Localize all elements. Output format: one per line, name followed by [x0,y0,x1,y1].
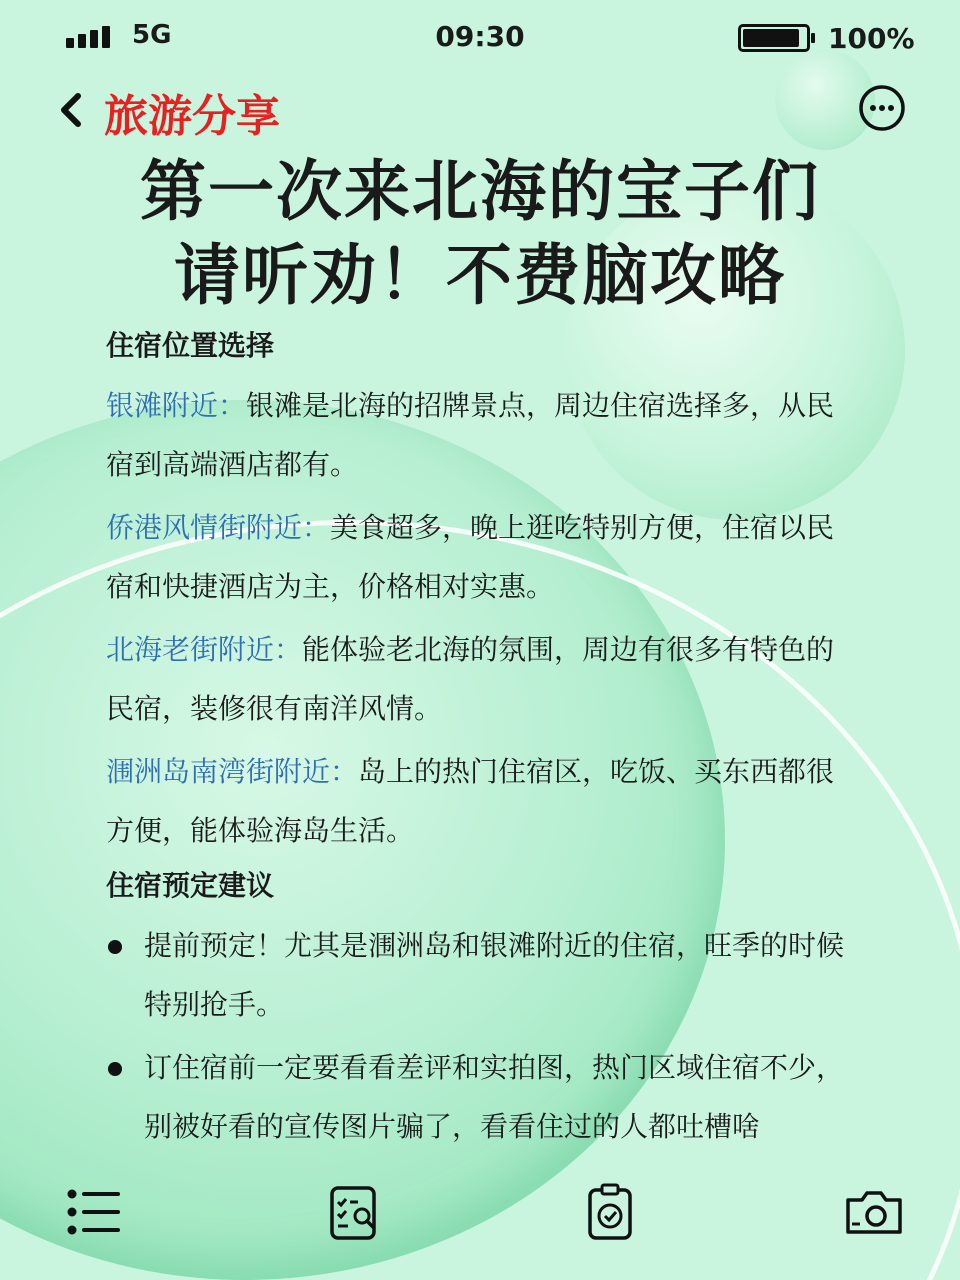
location-label: 北海老街附近： [106,633,303,666]
more-horizontal-icon [858,84,906,132]
list-item [106,916,846,1034]
bullet-dot [108,940,122,954]
location-item [106,620,846,738]
list-icon [60,1180,124,1244]
checklist-search-icon [322,1180,386,1244]
status-time: 09:30 [435,20,525,53]
tab-camera[interactable] [842,1180,906,1244]
battery-percent: 100% [828,22,915,55]
nav-bar [0,78,960,142]
camera-icon [842,1180,906,1244]
clipboard-check-icon [578,1180,642,1244]
location-text: 美食超多，晚上逛吃特别方便，住宿以民宿和快捷酒店为主，价格相对实惠。 [106,511,835,603]
location-text: 银滩是北海的招牌景点，周边住宿选择多，从民宿到高端酒店都有。 [106,389,835,481]
battery-icon [738,24,810,52]
location-label: 银滩附近： [106,389,247,422]
headline-line-1: 第一次来北海的宝子们 [140,153,820,230]
section-heading: 住宿位置选择 [106,329,275,362]
list-item [106,1038,846,1156]
status-bar [0,0,960,78]
nav-title: 旅游分享 [104,91,280,142]
bullet-dot [108,1062,122,1076]
headline-line-2: 请听劝！不费脑攻略 [174,237,786,314]
chevron-left-icon [54,86,94,134]
location-text: 能体验老北海的氛围，周边有很多有特色的民宿，装修很有南洋风情。 [106,633,835,725]
tab-clipboard[interactable] [578,1180,642,1244]
battery-level [743,29,799,47]
bottom-tab-bar [0,1180,960,1250]
location-item [106,498,846,616]
bullet-text: 提前预定！尤其是涠洲岛和银滩附近的住宿，旺季的时候特别抢手。 [144,929,845,1021]
bullet-text: 订住宿前一定要看看差评和实拍图，热门区域住宿不少，别被好看的宣传图片骗了，看看住过的人都吐槽啥 [144,1051,845,1143]
tab-list[interactable] [60,1180,124,1244]
network-label: 5G [132,20,172,50]
tab-checklist[interactable] [322,1180,386,1244]
location-item [106,742,846,860]
back-button[interactable] [54,86,94,134]
location-item [106,376,846,494]
article-body [106,320,846,1156]
more-button[interactable] [858,84,906,132]
section-heading: 住宿预定建议 [106,869,275,902]
location-label: 侨港风情街附近： [106,511,331,544]
location-text: 岛上的热门住宿区，吃饭、买东西都很方便，能体验海岛生活。 [106,755,835,847]
location-label: 涠洲岛南湾街附近： [106,755,359,788]
